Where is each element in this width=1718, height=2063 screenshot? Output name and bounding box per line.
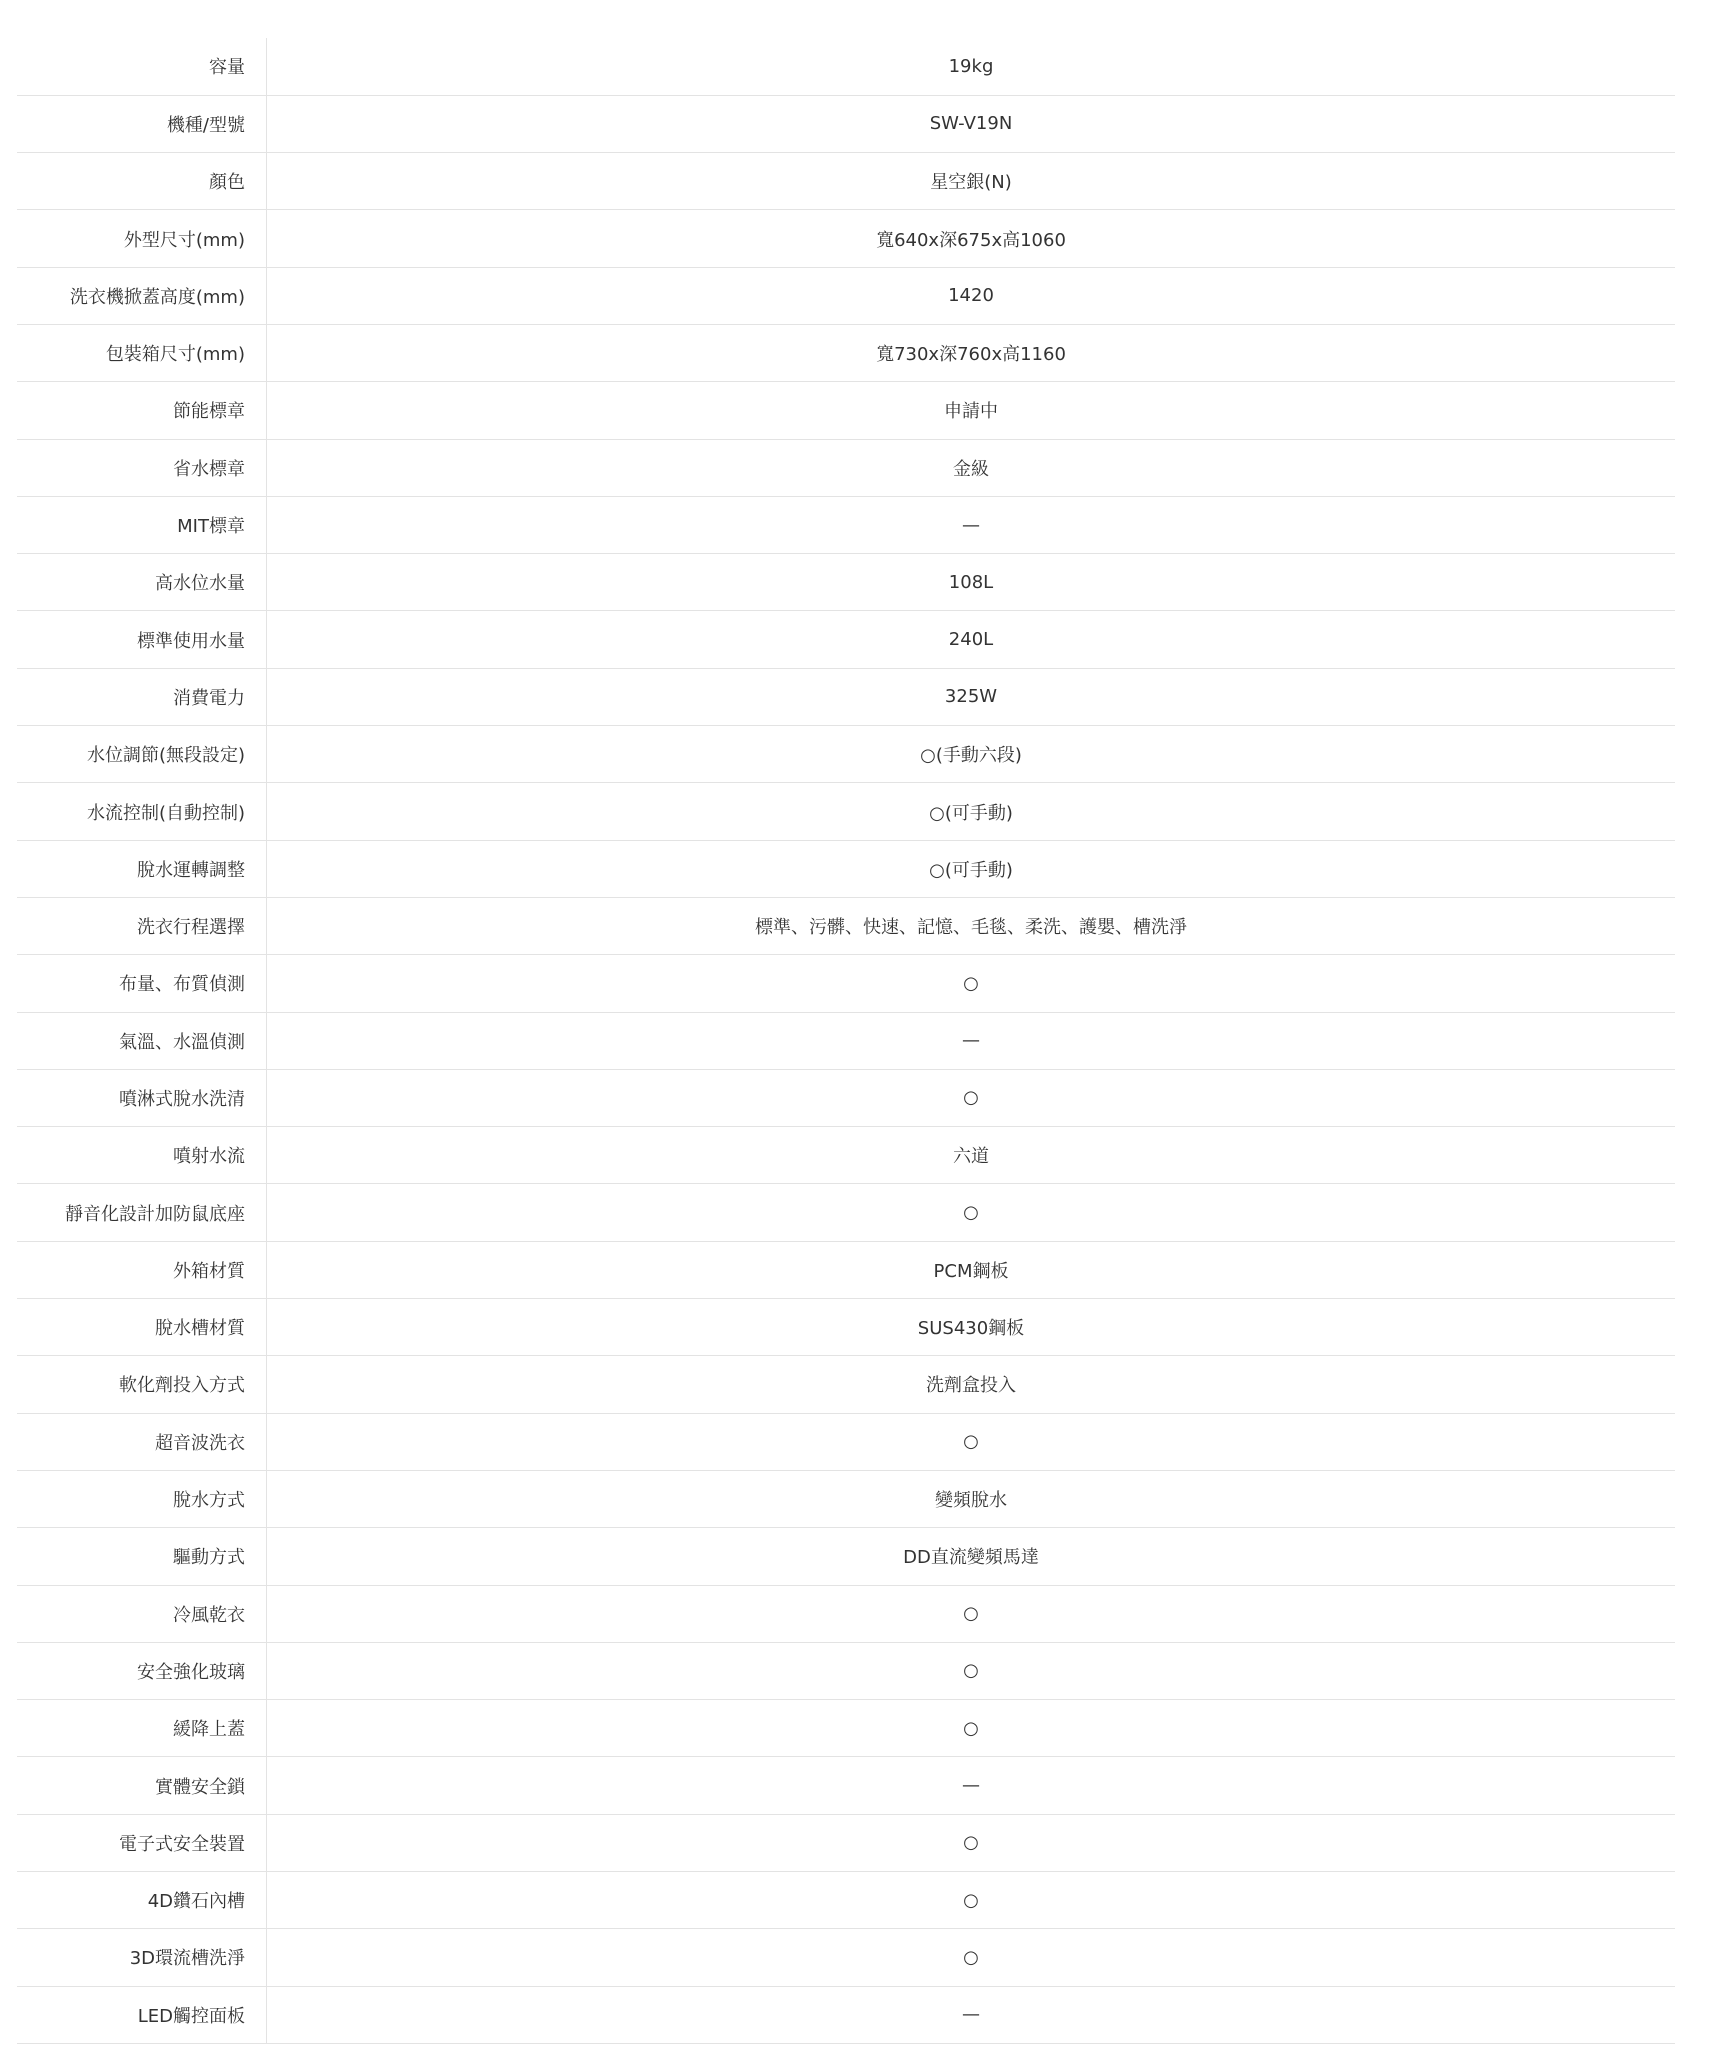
spec-row: [17, 153, 1675, 210]
spec-row: [17, 38, 1675, 95]
spec-row: [17, 1528, 1675, 1585]
spec-label: 安全強化玻璃: [17, 1642, 267, 1699]
spec-value: ○(可手動): [929, 859, 1013, 881]
spec-value: 1420: [948, 285, 994, 307]
spec-value: 金級: [953, 458, 989, 480]
spec-row: [17, 1127, 1675, 1184]
spec-label: 節能標章: [17, 382, 267, 439]
spec-label: 緩降上蓋: [17, 1700, 267, 1757]
spec-row: [17, 1757, 1675, 1814]
spec-row: [17, 1929, 1675, 1986]
spec-value: ○: [963, 1832, 979, 1854]
spec-value: 19kg: [948, 55, 994, 77]
spec-row: [17, 496, 1675, 553]
spec-row: [17, 1069, 1675, 1126]
spec-value: ○: [963, 1946, 979, 1968]
spec-label: 脫水槽材質: [17, 1299, 267, 1356]
spec-row: [17, 1470, 1675, 1527]
spec-label: 實體安全鎖: [17, 1757, 267, 1814]
spec-label: 省水標章: [17, 439, 267, 496]
spec-label: 噴淋式脫水洗清: [17, 1069, 267, 1126]
spec-value: ○: [963, 1087, 979, 1109]
spec-label: 氣溫、水溫偵測: [17, 1012, 267, 1069]
spec-label: 3D環流槽洗淨: [17, 1929, 267, 1986]
spec-value: ○: [963, 1717, 979, 1739]
spec-value: ○: [963, 1889, 979, 1911]
spec-row: [17, 382, 1675, 439]
spec-label: 布量、布質偵測: [17, 955, 267, 1012]
spec-row: [17, 668, 1675, 725]
spec-label: 驅動方式: [17, 1528, 267, 1585]
spec-row: [17, 1872, 1675, 1929]
spec-value: ○: [963, 1660, 979, 1682]
spec-table: [17, 38, 1675, 2044]
spec-label: 脫水方式: [17, 1470, 267, 1527]
spec-row: [17, 1585, 1675, 1642]
spec-row: [17, 1986, 1675, 2043]
spec-value: —: [962, 1775, 980, 1797]
spec-value: —: [962, 514, 980, 536]
spec-label: 噴射水流: [17, 1127, 267, 1184]
spec-value: 六道: [953, 1146, 989, 1168]
spec-label: 容量: [17, 38, 267, 95]
spec-row: [17, 1356, 1675, 1413]
spec-value: ○: [963, 1603, 979, 1625]
spec-row: [17, 1299, 1675, 1356]
spec-row: [17, 840, 1675, 897]
spec-label: 軟化劑投入方式: [17, 1356, 267, 1413]
spec-label: 包裝箱尺寸(mm): [17, 324, 267, 381]
spec-value: ○(手動六段): [920, 745, 1022, 767]
spec-value: —: [962, 2004, 980, 2026]
spec-row: [17, 439, 1675, 496]
spec-label: 脫水運轉調整: [17, 840, 267, 897]
spec-row: [17, 1814, 1675, 1871]
spec-value: SUS430鋼板: [917, 1318, 1025, 1340]
spec-value: 240L: [948, 629, 994, 651]
spec-value: 申請中: [944, 401, 998, 423]
spec-value: 星空銀(N): [930, 172, 1012, 194]
spec-row: [17, 554, 1675, 611]
spec-row: [17, 611, 1675, 668]
spec-value: 325W: [944, 686, 998, 708]
spec-value: 寬640x深675x高1060: [876, 229, 1066, 251]
spec-label: LED觸控面板: [17, 1986, 267, 2043]
spec-value: 寬730x深760x高1160: [876, 344, 1066, 366]
spec-row: [17, 95, 1675, 152]
spec-row: [17, 1413, 1675, 1470]
spec-label: 機種/型號: [17, 95, 267, 152]
spec-value: 標準、污髒、快速、記憶、毛毯、柔洗、護嬰、槽洗淨: [755, 917, 1187, 939]
spec-label: MIT標章: [17, 496, 267, 553]
spec-label: 外型尺寸(mm): [17, 210, 267, 267]
spec-label: 洗衣機掀蓋高度(mm): [17, 267, 267, 324]
spec-row: [17, 324, 1675, 381]
spec-row: [17, 1642, 1675, 1699]
spec-value: PCM鋼板: [933, 1260, 1009, 1282]
spec-label: 高水位水量: [17, 554, 267, 611]
spec-row: [17, 1012, 1675, 1069]
spec-label: 標準使用水量: [17, 611, 267, 668]
spec-label: 電子式安全裝置: [17, 1814, 267, 1871]
spec-label: 消費電力: [17, 668, 267, 725]
spec-row: [17, 1700, 1675, 1757]
spec-value: DD直流變頻馬達: [903, 1547, 1039, 1569]
spec-value: ○: [963, 1202, 979, 1224]
spec-row: [17, 897, 1675, 954]
spec-row: [17, 1184, 1675, 1241]
spec-row: [17, 1241, 1675, 1298]
spec-row: [17, 783, 1675, 840]
spec-label: 超音波洗衣: [17, 1413, 267, 1470]
spec-row: [17, 210, 1675, 267]
spec-label: 洗衣行程選擇: [17, 897, 267, 954]
spec-label: 水位調節(無段設定): [17, 726, 267, 783]
spec-label: 冷風乾衣: [17, 1585, 267, 1642]
spec-label: 靜音化設計加防鼠底座: [17, 1184, 267, 1241]
spec-value: ○: [963, 972, 979, 994]
spec-label: 外箱材質: [17, 1241, 267, 1298]
spec-value: ○(可手動): [929, 802, 1013, 824]
spec-value: ○: [963, 1431, 979, 1453]
spec-label: 顏色: [17, 153, 267, 210]
spec-label: 4D鑽石內槽: [17, 1872, 267, 1929]
spec-label: 水流控制(自動控制): [17, 783, 267, 840]
spec-value: 108L: [948, 571, 994, 593]
spec-value: 洗劑盒投入: [926, 1375, 1016, 1397]
spec-table-body: [17, 38, 1675, 2043]
spec-value: 變頻脫水: [935, 1490, 1007, 1512]
spec-row: [17, 267, 1675, 324]
spec-row: [17, 955, 1675, 1012]
spec-row: [17, 726, 1675, 783]
spec-value: SW-V19N: [929, 113, 1013, 135]
spec-value: —: [962, 1030, 980, 1052]
